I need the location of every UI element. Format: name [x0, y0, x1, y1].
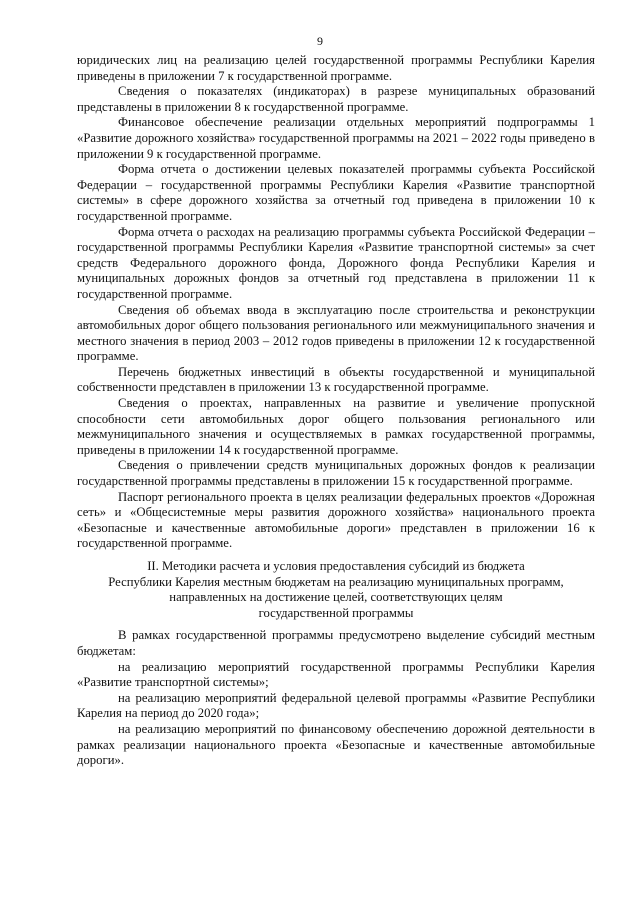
paragraph: Перечень бюджетных инвестиций в объекты государственной и муниципальной собственности представлен в приложении 13 к государственной программе. — [77, 364, 595, 395]
paragraph: Паспорт регионального проекта в целях реализации федеральных проектов «Дорожная сеть» и «Общесистемные меры развития дорожного хозяйства» национального проекта «Безопасные и качественные автомобильные дороги» представлен в приложении 16 к государственной программе. — [77, 489, 595, 551]
section-paragraph: В рамках государственной программы предусмотрено выделение субсидий местным бюджетам: — [77, 628, 595, 658]
paragraph: Форма отчета о расходах на реализацию программы субъекта Российской Федерации – государственной программы Республики Карелия «Развитие транспортной системы» за счет средств Федерального дорожного фонда, Дорожного фонда Республики Карелия и муниципальных дорожных фондов за отчетный год представлена в приложении 11 к государственной программе. — [77, 224, 595, 301]
section-title — [77, 559, 595, 621]
section-title-line: Республики Карелия местным бюджетам на реализацию муниципальных программ, — [108, 574, 564, 589]
paragraph: юридических лиц на реализацию целей государственной программы Республики Карелия приведены в приложении 7 к государственной программе. — [77, 53, 595, 83]
section-list-item: на реализацию мероприятий по финансовому обеспечению дорожной деятельности в рамках реализации национального проекта «Безопасные и качественные автомобильные дороги». — [77, 721, 595, 768]
paragraph: Финансовое обеспечение реализации отдельных мероприятий подпрограммы 1 «Развитие дорожного хозяйства» государственной программы на 2021 – 2022 годы приведено в приложении 9 к государственной программе. — [77, 115, 595, 161]
paragraph: Сведения об объемах ввода в эксплуатацию после строительства и реконструкции автомобильных дорог общего пользования регионального или межмуниципального значения и местного значения в период 2003 – 2012 годов приведены в приложении 12 к государственной программе. — [77, 302, 595, 364]
section-list-item: на реализацию мероприятий федеральной целевой программы «Развитие Республики Карелия на период до 2020 года»; — [77, 690, 595, 721]
section-title-line: II. Методики расчета и условия предоставления субсидий из бюджета — [147, 559, 525, 573]
paragraph: Сведения о показателях (индикаторах) в разрезе муниципальных образований представлены в приложении 8 к государственной программе. — [77, 84, 595, 114]
page-number: 9 — [317, 34, 323, 48]
section-title-line: направленных на достижение целей, соответствующих целям — [169, 590, 503, 605]
paragraph: Форма отчета о достижении целевых показателей программы субъекта Российской Федерации – государственной программы Республики Карелия «Развитие транспортной системы» в сфере дорожного хозяйства за отчетный год приведена в приложении 10 к государственной программе. — [77, 162, 595, 223]
paragraph: Сведения о привлечении средств муниципальных дорожных фондов к реализации государственной программы представлены в приложении 15 к государственной программе. — [77, 458, 595, 489]
document-body — [77, 53, 595, 769]
paragraph: Сведения о проектах, направленных на развитие и увеличение пропускной способности сети автомобильных дорог общего пользования регионального или межмуниципального значения и осуществляемых в рамках государственной программы, приведены в приложении 14 к государственной программе. — [77, 396, 595, 457]
section-list-item: на реализацию мероприятий государственной программы Республики Карелия «Развитие транспортной системы»; — [77, 659, 595, 690]
section-title-line: государственной программы — [258, 605, 414, 620]
